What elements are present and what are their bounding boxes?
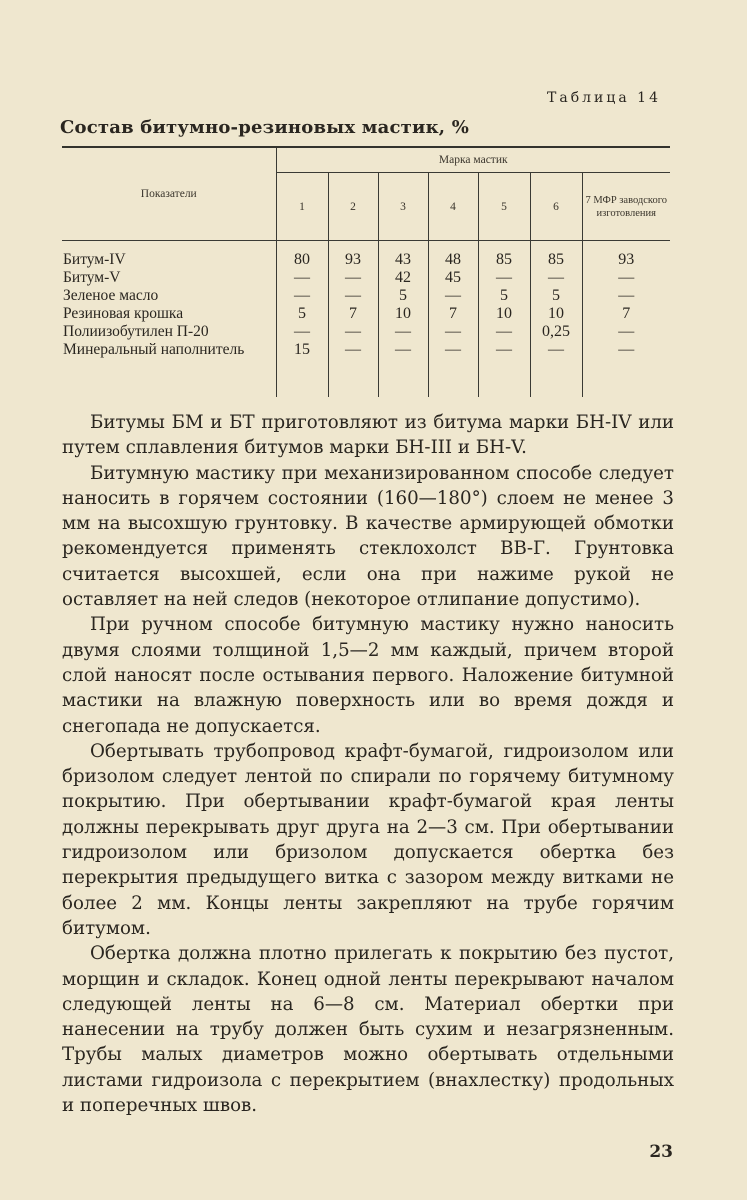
row-name: Битум-IV — [63, 251, 126, 268]
row-name: Резиновая крошка — [63, 305, 184, 322]
table-row — [62, 287, 670, 305]
table-cell: — — [478, 341, 530, 397]
table-cell: — — [428, 323, 478, 341]
table-cell: — — [378, 341, 428, 397]
table-row — [62, 305, 670, 323]
table-cell: 7 — [428, 305, 478, 323]
table-cell: — — [582, 269, 670, 287]
row-name: Минеральный наполнитель — [63, 341, 245, 358]
table-cell: 7 — [582, 305, 670, 323]
table-cell: 85 — [530, 241, 582, 270]
param-header: Показатели — [62, 147, 276, 241]
table-cell: — — [530, 269, 582, 287]
table-cell: — — [428, 341, 478, 397]
table-cell: 48 — [428, 241, 478, 270]
table-cell: 45 — [428, 269, 478, 287]
table-cell: — — [582, 341, 670, 397]
table-cell: — — [328, 323, 378, 341]
table-cell: 85 — [478, 241, 530, 270]
table-number: Таблица 14 — [547, 90, 661, 106]
table-row — [62, 269, 670, 287]
table-cell: — — [378, 323, 428, 341]
row-name: Битум-V — [63, 269, 121, 286]
table-cell: 93 — [328, 241, 378, 270]
table-cell: 0,25 — [530, 323, 582, 341]
table-cell: — — [276, 287, 328, 305]
body-text — [62, 410, 674, 1118]
paragraph: Битумную мастику при механизированном способе следует наносить в горячем состоянии (160—180°) слоем не менее 3 мм на высохшую грунтовку. В качестве армирующей обмотки рекомендуется применять стеклохолст ВВ-Г. Грунтовка считается высохшей, если она при нажиме рукой не оставляет на ней следов (некоторое отлипание допустимо). — [62, 462, 674, 611]
table-cell: 93 — [582, 241, 670, 270]
table-cell: 5 — [530, 287, 582, 305]
table-cell: — — [328, 287, 378, 305]
row-name: Полиизобутилен П-20 — [63, 323, 209, 340]
table-cell: — — [276, 323, 328, 341]
paragraph: Обертка должна плотно прилегать к покрытию без пустот, морщин и складок. Конец одной ленты перекрывают началом следующей ленты на 6—8 см. Материал обертки при нанесении на трубу должен быть сухим и незагрязненным. Трубы малых диаметров можно обертывать отдельными листами гидроизола с перекрытием (внахлестку) продольных и поперечных швов. — [62, 943, 674, 1117]
table-cell: — — [478, 269, 530, 287]
column-header: 2 — [328, 173, 378, 241]
table-row — [62, 323, 670, 341]
table-cell: 43 — [378, 241, 428, 270]
column-header: 6 — [530, 173, 582, 241]
table-cell: 5 — [478, 287, 530, 305]
table-cell: — — [428, 287, 478, 305]
table-cell: — — [328, 269, 378, 287]
table-cell: — — [276, 269, 328, 287]
column-header: 4 — [428, 173, 478, 241]
table-cell: 5 — [378, 287, 428, 305]
table-cell: 42 — [378, 269, 428, 287]
table-cell: — — [530, 341, 582, 397]
row-name: Зеленое масло — [63, 287, 159, 304]
table-row — [62, 241, 670, 270]
group-header: Марка мастик — [276, 147, 670, 173]
table-row — [62, 341, 670, 397]
column-header: 5 — [478, 173, 530, 241]
paragraph: Битумы БМ и БТ приготовляют из битума марки БН-IV или путем сплавления битумов марки БН-III и БН-V. — [62, 412, 674, 459]
paragraph: При ручном способе битумную мастику нужно наносить двумя слоями толщиной 1,5—2 мм каждый, причем второй слой наносят после остывания первого. Наложение битумной мастики на влажную поверхность или во время дождя и снегопада не допускается. — [62, 614, 674, 737]
page-number: 23 — [649, 1142, 673, 1162]
table-title: Состав битумно-резиновых мастик, % — [60, 117, 470, 138]
table-cell: 5 — [276, 305, 328, 323]
table-cell: — — [582, 287, 670, 305]
table-cell: — — [478, 323, 530, 341]
table-cell: 15 — [276, 341, 328, 397]
table-cell: 10 — [530, 305, 582, 323]
table-cell: 80 — [276, 241, 328, 270]
paragraph: Обертывать трубопровод крафт-бумагой, гидроизолом или бризолом следует лентой по спирали по горячему битумному покрытию. При обертывании крафт-бумагой края ленты должны перекрывать друг друга на 2—3 см. При обертывании гидроизолом или бризолом допускается обертка без перекрытия предыдущего витка с зазором между витками не более 2 мм. Концы ленты закрепляют на трубе горячим битумом. — [62, 740, 674, 939]
column-header: 1 — [276, 173, 328, 241]
table-cell: — — [328, 341, 378, 397]
table-cell: 10 — [478, 305, 530, 323]
composition-table — [62, 146, 670, 398]
table-cell: — — [582, 323, 670, 341]
table-cell: 7 — [328, 305, 378, 323]
column-header: 7 МФР заводского изготовления — [582, 173, 670, 241]
column-header: 3 — [378, 173, 428, 241]
table-cell: 10 — [378, 305, 428, 323]
